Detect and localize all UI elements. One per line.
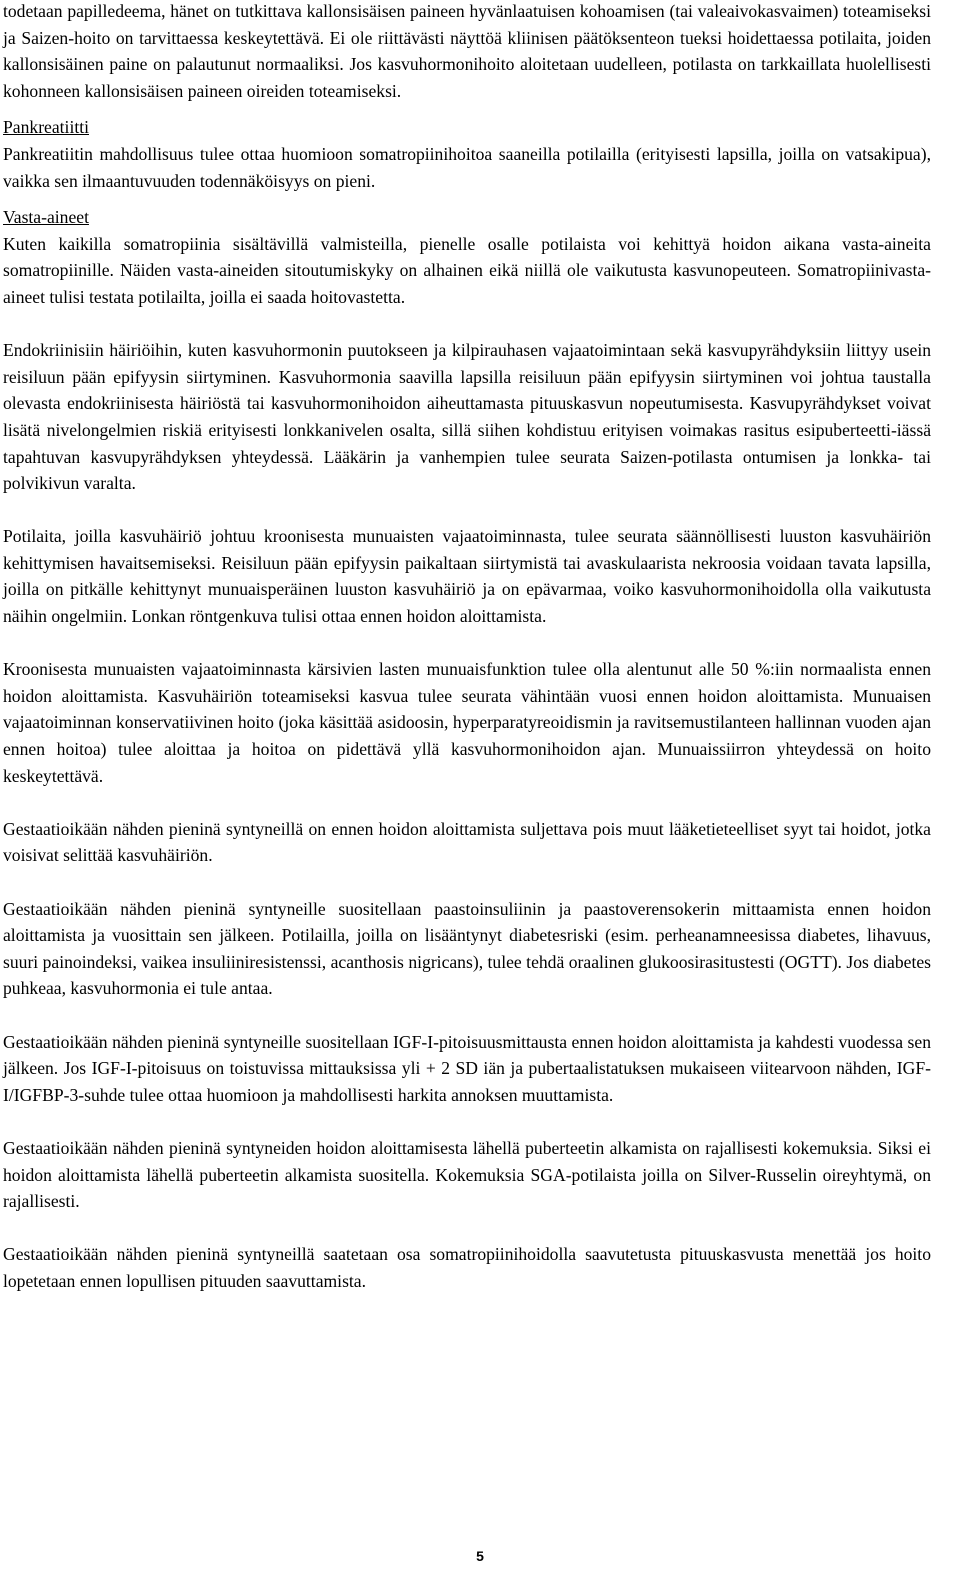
page-number: 5	[476, 1548, 484, 1564]
paragraph-sga-5: Gestaatioikään nähden pieninä syntyneillä saatetaan osa somatropiinihoidolla saavutetusta pituuskasvusta menettää jos hoito lopetetaan ennen lopullisen pituuden saavuttamista.	[3, 1244, 931, 1291]
document-body	[3, 0, 931, 1321]
heading-pankreatiitti: Pankreatiitti	[3, 117, 89, 138]
paragraph-vasta-aineet: Kuten kaikilla somatropiinia sisältävillä valmisteilla, pienelle osalle potilaista voi kehittyä hoidon aikana vasta-aineita somatropiinille. Näiden vasta-aineiden sitoutumiskyky on alhainen eikä niillä ole vaikutusta kasvunopeuteen. Somatropiinivasta-aineet tulisi testata potilailta, joilla ei saada hoitovastetta.	[3, 233, 931, 307]
paragraph-sga-2: Gestaatioikään nähden pieninä syntyneille suositellaan paastoinsuliinin ja paastoverensokerin mittaamista ennen hoidon aloittamista ja vuosittain sen jälkeen. Potilailla, joilla on lisääntynyt diabetesriski (esim. perheanamneesissa diabetes, lihavuus, suuri painoindeksi, vaikea insuliiniresistenssi, acanthosis nigricans), tulee tehdä oraalinen glukoosirasitustesti (OGTT). Jos diabetes puhkeaa, kasvuhormonia ei tule antaa.	[3, 898, 931, 999]
section-vasta-aineet	[3, 204, 931, 310]
section-pankreatiitti	[3, 114, 931, 194]
paragraph-pankreatiitti: Pankreatiitin mahdollisuus tulee ottaa huomioon somatropiinihoitoa saaneilla potilailla (erityisesti lapsilla, joilla on vatsakipua), vaikka sen ilmaantuvuuden todennäköisyys on pieni.	[3, 143, 931, 191]
paragraph-sga-4: Gestaatioikään nähden pieninä syntyneiden hoidon aloittamisesta lähellä puberteetin alkamista on rajallisesti kokemuksia. Siksi ei hoidon aloittamista lähellä puberteetin alkamista suositella. Kokemuksia SGA-potilaista joilla on Silver-Russelin oireyhtymä, on rajallisesti.	[3, 1137, 931, 1212]
heading-vasta-aineet: Vasta-aineet	[3, 207, 89, 228]
paragraph-renal-insufficiency-2: Kroonisesta munuaisten vajaatoiminnasta kärsivien lasten munuaisfunktion tulee olla alentunut alle 50 %:iin normaalista ennen hoidon aloittamista. Kasvuhäiriön toteamiseksi kasvua tulee seurata vähintään vuosi ennen hoidon aloittamista. Munuaisen vajaatoiminnan konservatiivinen hoito (joka käsittää asidoosin, hyperparatyreoidismin ja ravitsemustilanteen hallinnan vuoden ajan ennen hoitoa) tulee aloittaa ja hoitoa on pidettävä yllä kasvuhormonihoidon ajan. Munuaissiirron yhteydessä on hoito keskeytettävä.	[3, 659, 931, 786]
paragraph-sga-3: Gestaatioikään nähden pieninä syntyneille suositellaan IGF-I-pitoisuusmittausta ennen hoidon aloittamista ja kahdesti vuodessa sen jälkeen. Jos IGF-I-pitoisuus on toistuvissa mittauksissa yli + 2 SD iän ja pubertaalistatuksen mukaiseen viitearvoon nähden, IGF-I/IGFBP-3-suhde tulee ottaa huomioon ja mahdollisesti harkita annoksen muuttamista.	[3, 1031, 931, 1105]
paragraph-intracranial-pressure: todetaan papilledeema, hänet on tutkittava kallonsisäisen paineen hyvänlaatuisen kohoamisen (tai valeaivokasvaimen) toteamiseksi ja Saizen-hoito on tarvittaessa keskeytettävä. Ei ole riittävästi näyttöä kliinisen päätöksenteon tueksi hoidettaessa potilaita, joiden kallonsisäinen paine on palautunut normaaliksi. Jos kasvuhormonihoito aloitetaan uudelleen, potilasta on tarkkaillata huolellisesti kohonneen kallonsisäisen paineen oireiden toteamiseksi.	[3, 1, 931, 101]
paragraph-sga-1: Gestaatioikään nähden pieninä syntyneillä on ennen hoidon aloittamista suljettava pois muut lääketieteelliset syyt tai hoidot, jotka voisivat selittää kasvuhäiriön.	[3, 818, 931, 866]
paragraph-renal-insufficiency-1: Potilaita, joilla kasvuhäiriö johtuu kroonisesta munuaisten vajaatoiminnasta, tulee seurata säännöllisesti luuston kasvuhäiriön kehittymisen havaitsemiseksi. Reisiluun pään epifyysin paikaltaan siirtymistä tai avaskulaarista nekroosia voidaan tavata lapsilla, joilla on pitkälle kehittynyt munuaisperäinen luuston kasvuhäiriö ja on epävarmaa, voiko kasvuhormonihoidolla olla vaikutusta näihin ongelmiin. Lonkan röntgenkuva tulisi ottaa ennen hoidon aloittamista.	[3, 526, 931, 627]
paragraph-endocrine-disorders: Endokriinisiin häiriöihin, kuten kasvuhormonin puutokseen ja kilpirauhasen vajaatoimintaan sekä kasvupyrähdyksiin liittyy usein reisiluun pään epifyysin siirtyminen. Kasvuhormonia saavilla lapsilla reisiluun pään epifyysin siirtyminen voi johtua taustalla olevasta endokriinisesta häiriöstä tai kasvuhormonihoidon aiheuttamasta pituuskasvun nopeutumisesta. Kasvupyrähdykset voivat lisätä nivelongelmien riskiä erityisesti lonkkanivelen osalta, sillä siihen kohdistuu erityisen voimakas rasitus esipuberteetti-iässä tapahtuvan kasvupyrähdyksen yhteydessä. Lääkärin ja vanhempien tulee seurata Saizen-potilasta ontumisen ja lonkka- tai polvikivun varalta.	[3, 340, 931, 494]
